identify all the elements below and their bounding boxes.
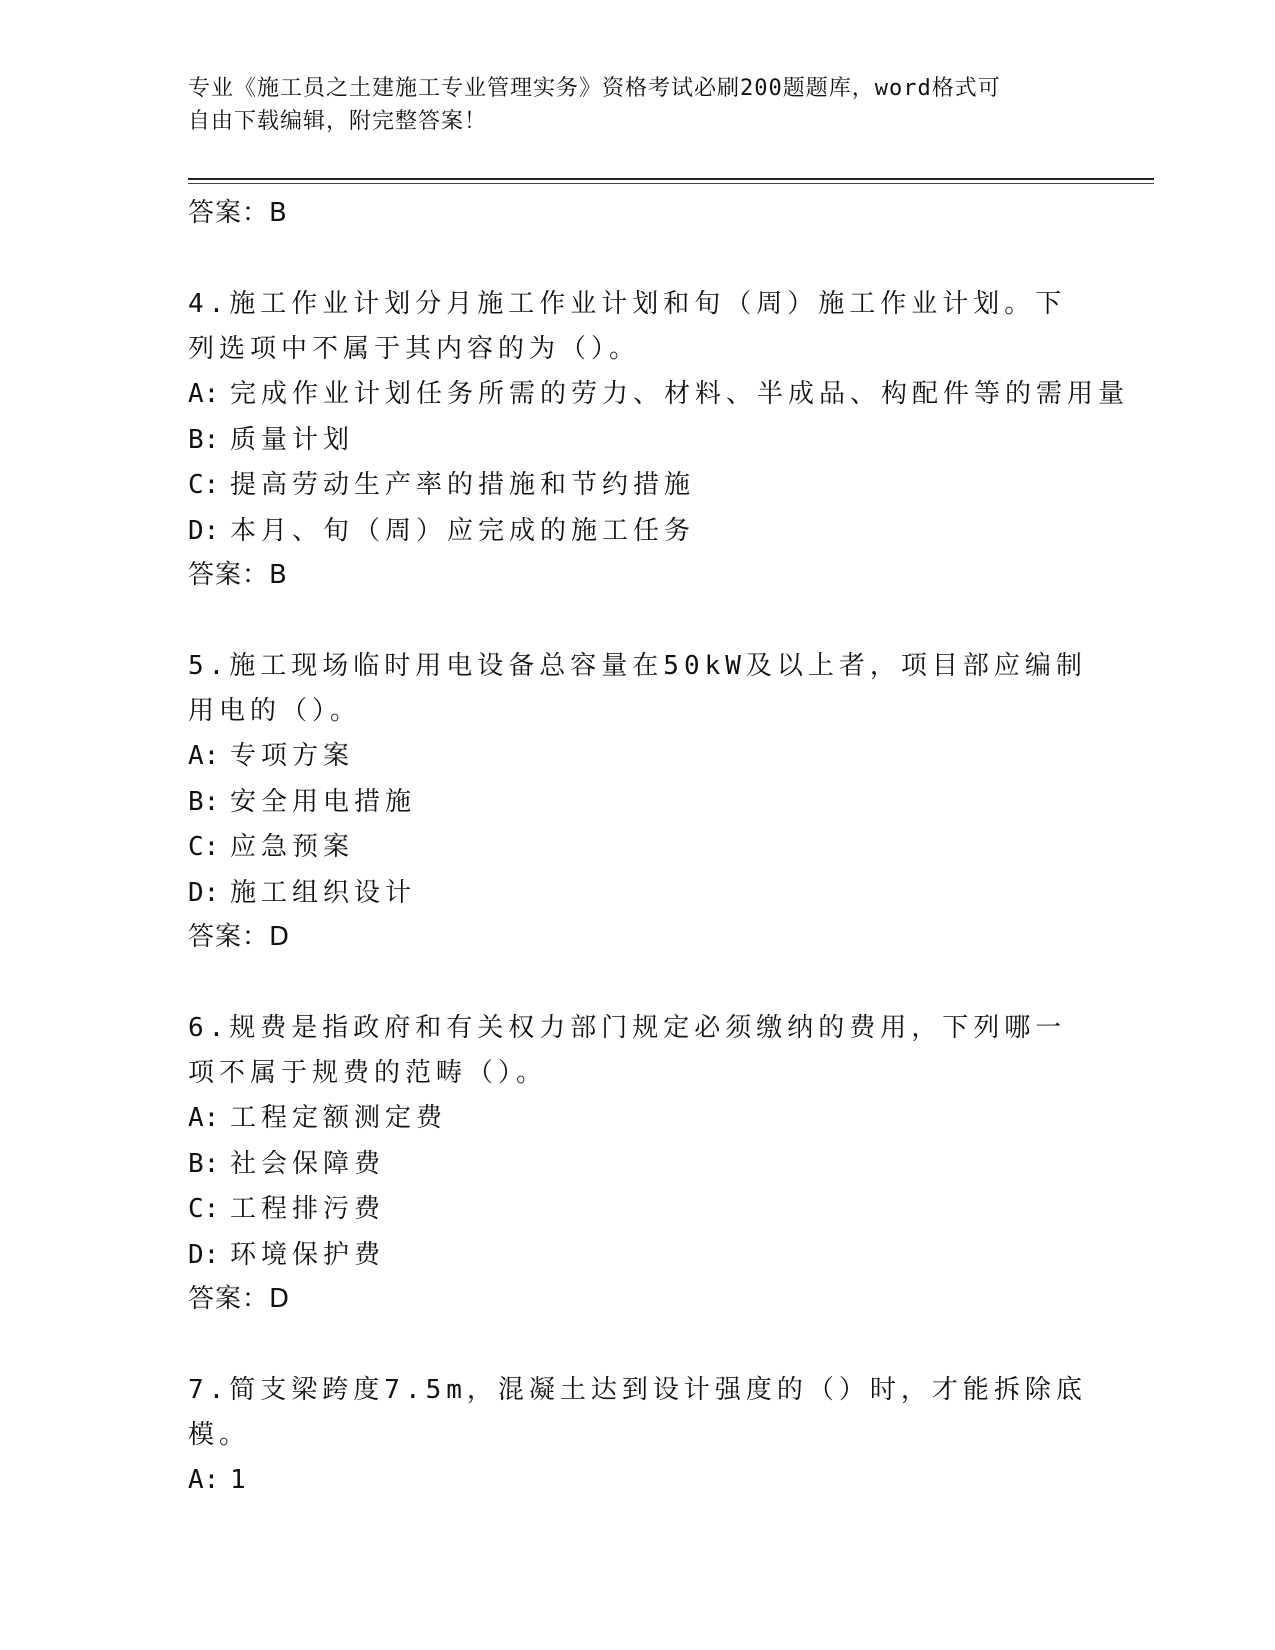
option-letter: C:: [188, 470, 220, 500]
question-text: 5.施工现场临时用电设备总容量在50kW及以上者，项目部应编制用电的（）。: [188, 651, 1087, 726]
option-a: [188, 1458, 1088, 1504]
option-letter: A:: [188, 1103, 220, 1133]
option-text: 工程定额测定费: [230, 1103, 448, 1133]
answer: 答案：D: [188, 1284, 291, 1314]
question-7: [188, 1368, 1088, 1504]
answer: 答案：B: [188, 560, 288, 590]
question-6: [188, 1006, 1088, 1320]
header-line-1: 专业《施工员之土建施工专业管理实务》资格考试必刷200题题库，word格式可: [188, 76, 1001, 101]
option-letter: B:: [188, 786, 220, 817]
option-c: [188, 1187, 1088, 1233]
option-letter: D:: [188, 515, 220, 546]
option-text: 工程排污费: [230, 1194, 386, 1224]
option-letter: B:: [188, 424, 220, 455]
option-text: 本月、旬（周）应完成的施工任务: [230, 515, 696, 546]
question-text: 6.规费是指政府和有关权力部门规定必须缴纳的费用，下列哪一项不属于规费的范畴（）。: [188, 1013, 1067, 1088]
option-d: [188, 509, 1088, 555]
question-list: [188, 190, 1130, 1504]
option-c: [188, 463, 1088, 509]
option-text: 1: [230, 1465, 251, 1495]
option-text: 社会保障费: [230, 1148, 386, 1179]
option-text: 环境保护费: [230, 1239, 386, 1270]
question-text: 4.施工作业计划分月施工作业计划和旬（周）施工作业计划。下列选项中不属于其内容的为（）。: [188, 289, 1067, 364]
header-divider: [188, 178, 1154, 180]
header-divider-thin: [188, 183, 1154, 184]
header-line-2: 自由下载编辑，附完整答案！: [188, 109, 488, 134]
question-5: [188, 644, 1088, 958]
option-a: [188, 1096, 1088, 1142]
option-letter: A:: [188, 379, 220, 409]
question-4: [188, 282, 1130, 596]
page-header: [188, 72, 1088, 138]
option-text: 应急预案: [230, 832, 355, 862]
answer: 答案：D: [188, 922, 291, 952]
option-b: [188, 1142, 1088, 1188]
option-text: 专项方案: [230, 741, 355, 771]
option-d: [188, 871, 1088, 917]
previous-answer: 答案：B: [188, 198, 288, 228]
option-c: [188, 825, 1088, 871]
option-text: 施工组织设计: [230, 877, 417, 908]
option-letter: D:: [188, 877, 220, 908]
question-text: 7.简支梁跨度7.5m，混凝土达到设计强度的（）时，才能拆除底模。: [188, 1375, 1087, 1450]
option-b: [188, 418, 1088, 464]
option-text: 安全用电措施: [230, 786, 417, 817]
option-text: 提高劳动生产率的措施和节约措施: [230, 470, 696, 500]
option-letter: B:: [188, 1148, 220, 1179]
option-a: [188, 734, 1088, 780]
option-letter: A:: [188, 741, 220, 771]
option-d: [188, 1233, 1088, 1279]
option-text: 完成作业计划任务所需的劳力、材料、半成品、构配件等的需用量: [230, 379, 1130, 409]
option-letter: A:: [188, 1465, 220, 1495]
option-letter: C:: [188, 832, 220, 862]
option-text: 质量计划: [230, 424, 355, 455]
option-a: [188, 372, 1130, 418]
option-letter: C:: [188, 1194, 220, 1224]
option-b: [188, 780, 1088, 826]
option-letter: D:: [188, 1239, 220, 1270]
